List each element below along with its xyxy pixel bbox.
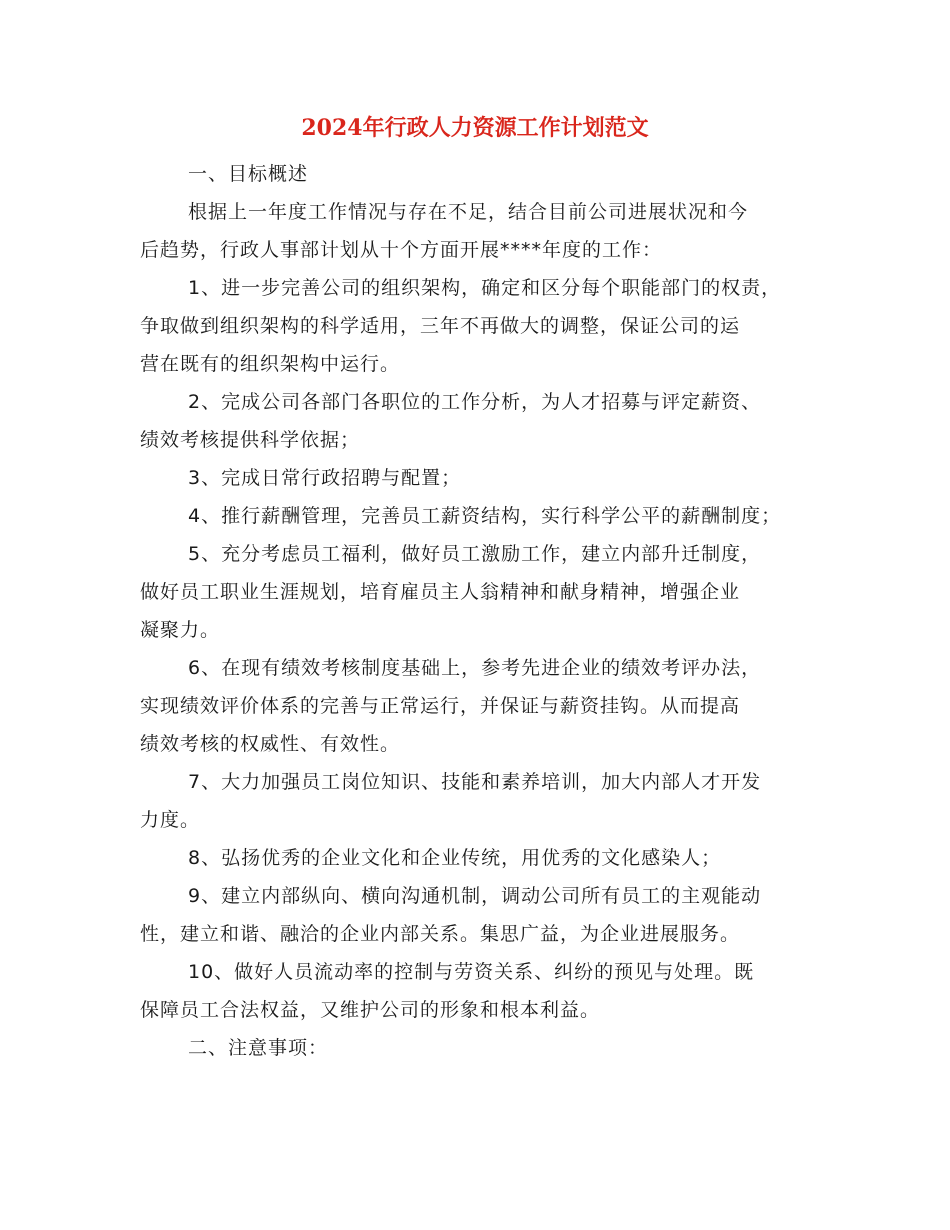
paragraph-line: 力度。 [140, 809, 201, 831]
paragraph-line: 二、注意事项： [188, 1037, 329, 1059]
paragraph-line: 凝聚力。 [140, 619, 221, 641]
paragraph-line: 保障员工合法权益，又维护公司的形象和根本利益。 [140, 999, 601, 1021]
paragraph-line: 营在既有的组织架构中运行。 [140, 353, 401, 375]
paragraph-line: 一、目标概述 [188, 163, 309, 185]
paragraph [140, 953, 820, 1029]
paragraph-line: 10、做好人员流动率的控制与劳资关系、纠纷的预见与处理。既 [188, 961, 755, 983]
paragraph-line: 1、进一步完善公司的组织架构，确定和区分每个职能部门的权责， [188, 277, 782, 299]
paragraph-line: 绩效考核提供科学依据； [140, 429, 361, 451]
document-title: 2024年行政人力资源工作计划范文 [301, 115, 649, 141]
paragraph [140, 383, 820, 459]
paragraph-line: 8、弘扬优秀的企业文化和企业传统，用优秀的文化感染人； [188, 847, 722, 869]
paragraph-line: 后趋势，行政人事部计划从十个方面开展****年度的工作： [140, 239, 663, 261]
paragraph-line: 根据上一年度工作情况与存在不足，结合目前公司进展状况和今 [188, 201, 749, 223]
paragraph [140, 535, 820, 649]
paragraph-line: 3、完成日常行政招聘与配置； [188, 467, 462, 489]
paragraph-line: 4、推行薪酬管理，完善员工薪资结构，实行科学公平的薪酬制度； [188, 505, 782, 527]
paragraph-line: 7、大力加强员工岗位知识、技能和素养培训，加大内部人才开发 [188, 771, 762, 793]
paragraph-line: 性，建立和谐、融洽的企业内部关系。集思广益，为企业进展服务。 [140, 923, 741, 945]
paragraph-line: 做好员工职业生涯规划，培育雇员主人翁精神和献身精神，增强企业 [140, 581, 741, 603]
paragraph [140, 155, 820, 193]
paragraph [140, 877, 820, 953]
paragraph-line: 争取做到组织架构的科学适用，三年不再做大的调整，保证公司的运 [140, 315, 741, 337]
paragraph [140, 497, 820, 535]
paragraph-line: 2、完成公司各部门各职位的工作分析，为人才招募与评定薪资、 [188, 391, 762, 413]
paragraph-line: 9、建立内部纵向、横向沟通机制，调动公司所有员工的主观能动 [188, 885, 762, 907]
paragraph [140, 459, 820, 497]
paragraph-line: 绩效考核的权威性、有效性。 [140, 733, 401, 755]
paragraph-line: 5、充分考虑员工福利，做好员工激励工作，建立内部升迁制度， [188, 543, 762, 565]
paragraph-line: 6、在现有绩效考核制度基础上，参考先进企业的绩效考评办法， [188, 657, 762, 679]
paragraph [140, 269, 820, 383]
document-body [140, 155, 820, 1067]
paragraph-line: 实现绩效评价体系的完善与正常运行，并保证与薪资挂钩。从而提高 [140, 695, 741, 717]
paragraph [140, 193, 820, 269]
paragraph [140, 649, 820, 763]
paragraph [140, 839, 820, 877]
paragraph [140, 1029, 820, 1067]
paragraph [140, 763, 820, 839]
